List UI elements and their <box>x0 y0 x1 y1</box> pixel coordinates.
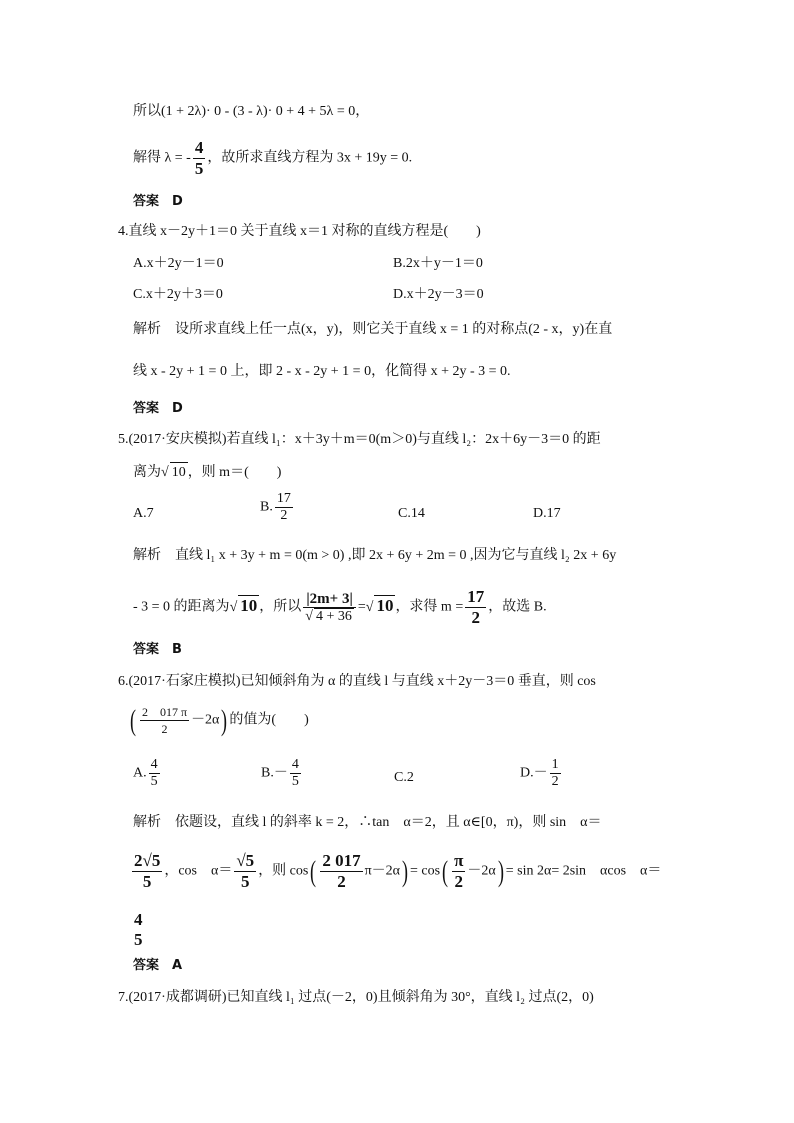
question-4: 4.直线 x－2y＋1＝0 关于直线 x＝1 对称的直线方程是( ) <box>118 224 481 239</box>
denominator: 2 <box>337 872 346 891</box>
numerator: 1 <box>551 757 559 772</box>
question-6-line2 <box>128 704 309 737</box>
option-c: C.14 <box>398 506 425 521</box>
radicand: 4 + 36 <box>315 608 352 624</box>
sqrt-icon <box>161 465 169 480</box>
fraction <box>149 757 160 790</box>
right-paren: ) <box>497 854 504 888</box>
numerator: 4 <box>134 910 143 929</box>
solution-line: 所以(1 + 2λ)· 0 ‐ (3 ‐ λ)· 0 + 4 + 5λ = 0， <box>133 104 370 119</box>
denominator: 2 <box>454 872 463 891</box>
numerator: 17 <box>467 587 485 606</box>
sqrt-icon <box>230 600 238 615</box>
fraction <box>452 851 465 892</box>
text: ，则 m＝( ) <box>187 465 282 480</box>
numerator: π <box>454 851 464 870</box>
solution-line <box>133 587 547 628</box>
denominator: 2 <box>551 774 559 789</box>
solution-line <box>130 851 661 892</box>
text: D.－ <box>520 765 548 781</box>
fraction <box>140 704 189 737</box>
denominator: 2 <box>280 508 288 523</box>
text: 的值为( ) <box>229 712 309 728</box>
fraction <box>132 910 145 950</box>
answer-line: 答案 B <box>133 642 182 657</box>
text: = cos <box>410 863 441 879</box>
left-paren: ( <box>130 703 136 737</box>
denominator: 2 <box>161 722 168 736</box>
denominator: 5 <box>241 872 250 891</box>
text: = sin 2α= 2sin αcos α＝ <box>505 863 662 879</box>
radicand: 10 <box>376 595 394 615</box>
option-d <box>520 757 563 790</box>
question-5: 5.(2017·安庆模拟)若直线 l₁：x＋3y＋m＝0(m＞0)与直线 l₂：2x＋6y－3＝0 的距 <box>118 432 601 447</box>
left-paren: ( <box>310 854 317 888</box>
text: －2α <box>467 863 496 879</box>
text: ，故所求直线方程为 3x + 19y = 0. <box>207 150 413 166</box>
denominator: 5 <box>194 159 204 178</box>
solution-line: 解析 依题设，直线 l 的斜率 k = 2，∴tan α＝2，且 α∈[0，π)，则 sin α＝ <box>133 815 602 830</box>
solution-line: 解析 直线 l₁ x + 3y + m = 0(m > 0) ,即 2x + 6y + 2m = 0 ,因为它与直线 l₂ 2x + 6y <box>133 548 617 563</box>
fraction <box>465 587 486 628</box>
option-a <box>133 757 162 790</box>
question-6: 6.(2017·石家庄模拟)已知倾斜角为 α 的直线 l 与直线 x＋2y－3＝0 垂直，则 cos <box>118 674 596 689</box>
option-c: C.2 <box>394 770 414 785</box>
denominator: 5 <box>291 774 299 789</box>
fraction <box>320 851 362 892</box>
text: ，求得 m = <box>395 599 464 615</box>
option-d: D.17 <box>533 506 561 521</box>
text: －2α <box>191 712 220 728</box>
option-a: A.7 <box>133 506 154 521</box>
option-a: A.x＋2y－1＝0 <box>133 256 224 271</box>
right-paren: ) <box>221 703 228 737</box>
denominator: 5 <box>150 774 158 789</box>
radicand: 10 <box>170 462 188 483</box>
text: ，则 cos <box>258 863 309 879</box>
numerator: 2√5 <box>134 851 161 870</box>
right-paren: ) <box>402 854 409 888</box>
fraction <box>550 757 561 790</box>
option-c: C.x＋2y＋3＝0 <box>133 287 223 302</box>
fraction <box>303 591 356 625</box>
solution-line: 解析 设所求直线上任一点(x，y)，则它关于直线 x = 1 的对称点(2 ‐ x，y)在直 <box>133 322 613 337</box>
fraction <box>234 851 256 892</box>
text: ，故选 B. <box>488 599 547 615</box>
text: ‐ 3 = 0 的距离为 <box>133 599 230 615</box>
option-b <box>260 491 295 524</box>
numerator: 4 <box>150 757 158 772</box>
text: B.－ <box>261 765 288 781</box>
solution-line: 线 x ‐ 2y + 1 = 0 上，即 2 ‐ x ‐ 2y + 1 = 0，化简得 x + 2y ‐ 3 = 0. <box>133 364 511 379</box>
solution-line <box>130 910 147 950</box>
answer-line: 答案 D <box>133 194 183 209</box>
numerator: √5 <box>236 851 255 870</box>
left-paren: ( <box>442 854 449 888</box>
answer-line: 答案 D <box>133 401 183 416</box>
option-d: D.x＋2y－3＝0 <box>393 287 484 302</box>
fraction <box>275 491 293 524</box>
solution-line <box>133 138 412 179</box>
text: 解得 λ = ‐ <box>133 150 191 166</box>
numerator: 4 <box>194 138 204 157</box>
question-7: 7.(2017·成都调研)已知直线 l₁ 过点(－2，0)且倾斜角为 30°，直线 l₂ 过点(2，0) <box>118 990 594 1005</box>
text: B. <box>260 499 273 515</box>
text: A. <box>133 765 147 781</box>
answer-line: 答案 A <box>133 958 183 973</box>
denominator: 2 <box>471 608 480 627</box>
radicand: 10 <box>240 595 258 615</box>
sqrt-icon <box>305 609 313 624</box>
sqrt-icon <box>366 600 374 615</box>
text: ，所以 <box>259 599 302 615</box>
fraction <box>290 757 301 790</box>
option-b: B.2x＋y－1＝0 <box>393 256 483 271</box>
numerator: 4 <box>291 757 299 772</box>
denominator: 5 <box>142 872 152 891</box>
text: π－2α <box>364 863 401 879</box>
denominator <box>303 608 356 625</box>
question-5-line2 <box>133 462 281 483</box>
fraction <box>132 851 162 892</box>
numerator: 2 017 <box>322 851 361 870</box>
option-b <box>261 757 303 790</box>
numerator: |2m+ 3| <box>303 591 356 608</box>
text: ，cos α＝ <box>164 863 233 879</box>
fraction <box>193 138 206 179</box>
denominator: 5 <box>134 930 143 949</box>
text: = <box>357 599 366 615</box>
numerator: 17 <box>276 491 291 506</box>
text: 离为 <box>133 465 161 480</box>
numerator: 2 017 π <box>142 705 188 719</box>
